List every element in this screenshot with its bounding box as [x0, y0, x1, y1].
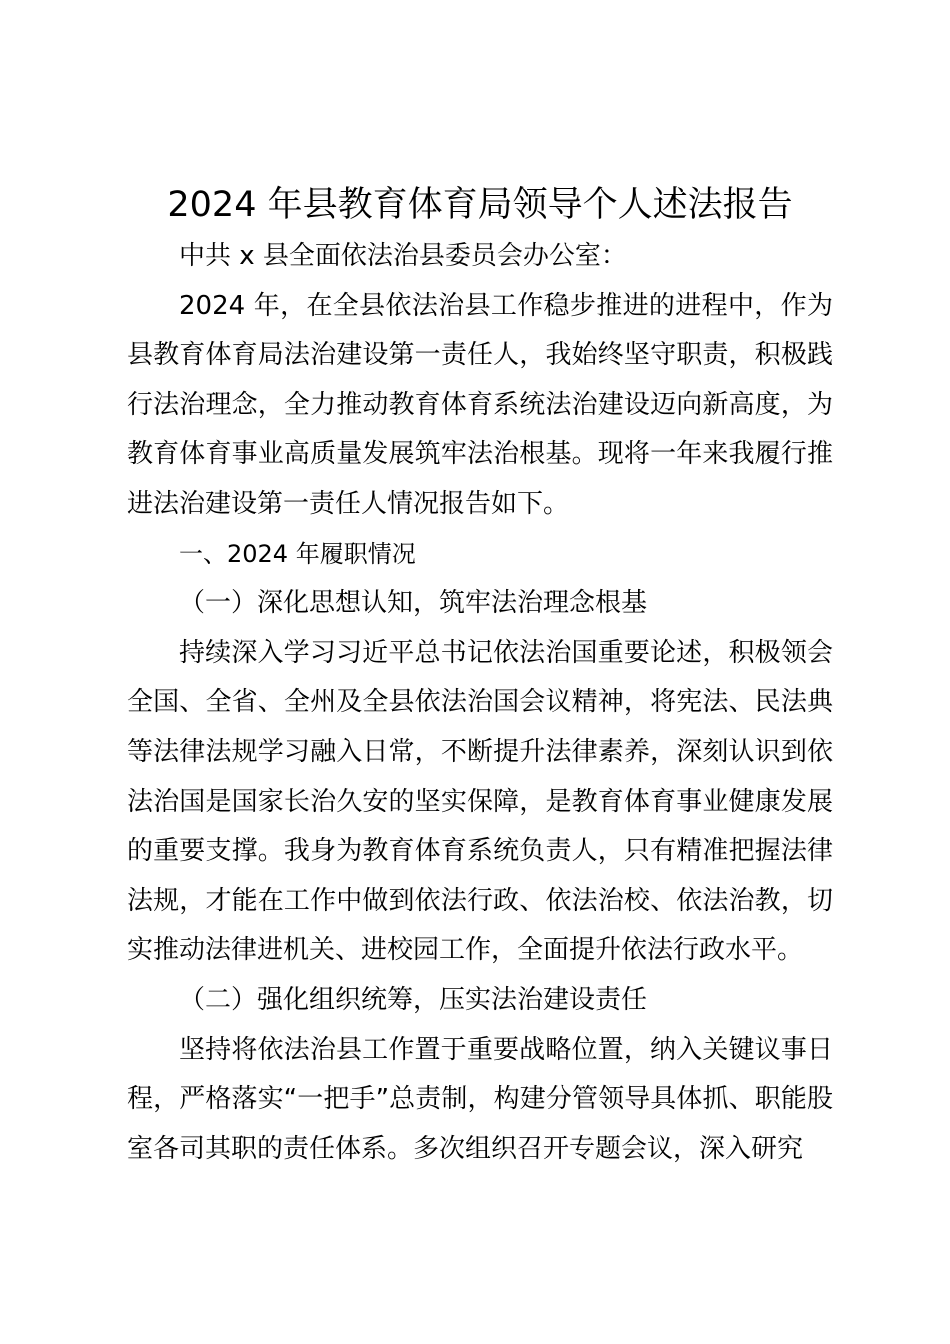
document-title: 2024 年县教育体育局领导个人述法报告 — [167, 185, 793, 225]
subsection-heading-1: （一）深化思想认知，筑牢法治理念根基 — [179, 588, 648, 619]
paragraph-1: 持续深入学习习近平总书记依法治国重要论述，积极领会全国、全省、全州及全县依法治国会议精神，将宪法、民法典等法律法规学习融入日常，不断提升法律素养，深刻认识到依法治国是国家长治久安的坚实保障，是教育体育事业健康发展的重要支撑。我身为教育体育系统负责人，只有精准把握法律法规，才能在工作中做到依法行政、依法治校、依法治教，切实推动法律进机关、进校园工作，全面提升依法行政水平。 — [127, 637, 833, 966]
section-heading-1: 一、2024 年履职情况 — [179, 539, 416, 568]
paragraph-2: 坚持将依法治县工作置于重要战略位置，纳入关键议事日程，严格落实“一把手”总责制，构建分管领导具体抓、职能股室各司其职的责任体系。多次组织召开专题会议，深入研究 — [127, 1034, 833, 1164]
paragraph-intro: 2024 年，在全县依法治县工作稳步推进的进程中，作为县教育体育局法治建设第一责任人，我始终坚守职责，积极践行法治理念，全力推动教育体育系统法治建设迈向新高度，为教育体育事业高质量发展筑牢法治根基。现将一年来我履行推进法治建设第一责任人情况报告如下。 — [127, 290, 833, 519]
salutation: 中共 x 县全面依法治县委员会办公室： — [179, 241, 627, 271]
subsection-heading-2: （二）强化组织统筹，压实法治建设责任 — [179, 984, 648, 1015]
document-body — [127, 232, 833, 1174]
